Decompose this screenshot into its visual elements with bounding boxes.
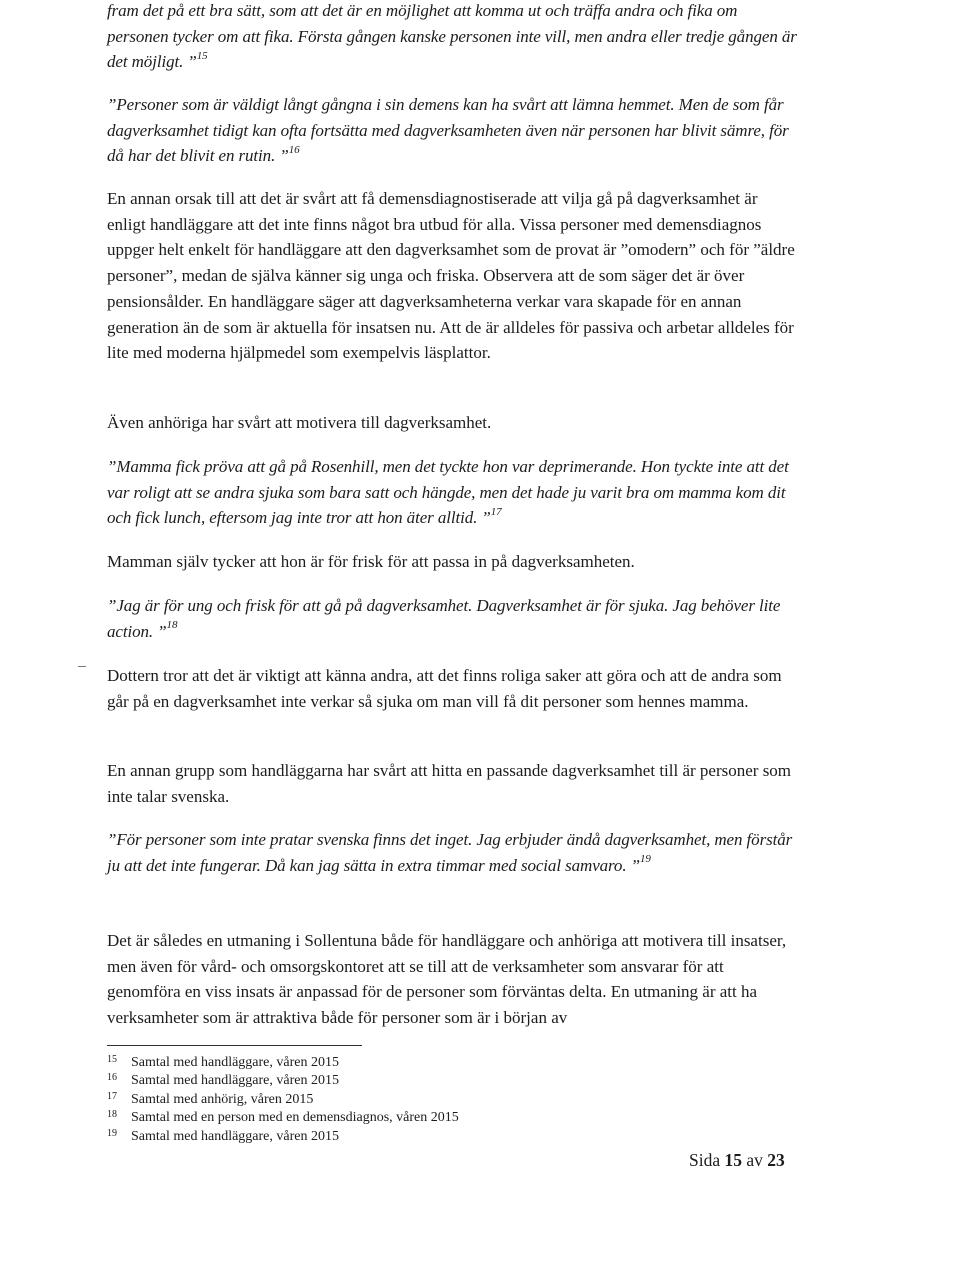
footnote-divider [107,1045,362,1046]
quote-paragraph-3 [107,454,797,531]
quote-paragraph-4 [107,593,797,644]
quote-text: ”Jag är för ung och frisk för att gå på dagverksamhet. Dagverksamhet är för sjuka. Jag behöver lite action. ” [107,596,781,641]
footnote-number: 16 [107,1072,117,1084]
footnote-number: 17 [107,1090,117,1102]
footnote-text: Samtal med anhörig, våren 2015 [131,1091,314,1107]
body-paragraph-4 [107,663,797,714]
body-text: Dottern tror att det är viktigt att känna andra, att det finns roliga saker att göra och att de andra som går på en dagverksamhet inte verkar så sjuka om man vill få dit personer som hennes mamma. [107,666,782,711]
footnote-number: 18 [107,1109,117,1121]
footnote-ref[interactable]: 19 [639,853,651,866]
footnote-ref[interactable]: 16 [288,143,300,156]
body-text: Även anhöriga har svårt att motivera till dagverksamhet. [107,413,492,432]
body-paragraph-6 [107,928,797,1031]
quote-text: fram det på ett bra sätt, som att det är en möjlighet att komma ut och träffa andra och fika om personen tycker om att fika. Första gången kanske personen inte vill, men andra eller tredje gången är det möjligt. ” [107,1,797,72]
body-text: En annan grupp som handläggarna har svårt att hitta en passande dagverksamhet till är personer som inte talar svenska. [107,761,792,806]
footnote-ref[interactable]: 18 [166,619,178,632]
body-paragraph-5 [107,758,797,809]
page-number-total: 23 [767,1150,785,1170]
body-text: Mamman själv tycker att hon är för frisk för att passa in på dagverksamheten. [107,552,635,571]
body-text: Det är således en utmaning i Sollentuna både för handläggare och anhöriga att motivera till insatser, men även för vård- och omsorgskontoret att se till att de verksamheter som ansvarar för att genomföra en viss insats är anpassad för de personer som förväntas delta. En utmaning är att ha verksamheter som är attraktiva både för personer som är i början av [107,931,787,1028]
footnote-text: Samtal med en person med en demensdiagnos, våren 2015 [131,1110,459,1126]
footnote-text: Samtal med handläggare, våren 2015 [131,1055,339,1070]
quote-paragraph-5 [107,827,797,878]
page-number-prefix: Sida [689,1150,721,1170]
footnote-number: 19 [107,1127,117,1139]
page-number [689,1150,785,1171]
footnote-item [107,1109,607,1127]
footnote-ref[interactable]: 17 [490,505,502,518]
footnote-item [107,1072,607,1090]
footnote-text: Samtal med handläggare, våren 2015 [131,1073,339,1089]
footnote-text: Samtal med handläggare, våren 2015 [131,1128,339,1144]
body-paragraph-2 [107,410,797,436]
margin-mark [78,666,86,667]
page-number-separator: av [746,1150,763,1170]
quote-text: ”För personer som inte pratar svenska finns det inget. Jag erbjuder ändå dagverksamhet, men förstår ju att det inte fungerar. Då kan jag sätta in extra timmar med social samvaro. ” [107,830,793,875]
body-text: En annan orsak till att det är svårt att få demensdiagnostiserade att vilja gå på dagverksamhet är enligt handläggare att det inte finns något bra utbud för alla. Vissa personer med demensdiagnos uppger helt enkelt för handläggare att den dagverksamhet som de provat är ”omodern” och för ”äldre personer”, medan de själva känner sig unga och friska. Observera att de som säger det är över pensionsålder. En handläggare säger att dagverksamheterna verkar vara skapade för en annan generation än de som är aktuella för insatsen nu. Att de är alldeles för passiva och arbetar alldeles för lite med moderna hjälpmedel som exempelvis läsplattor. [107,189,795,363]
quote-paragraph-1 [107,0,797,75]
body-paragraph-1 [107,186,797,366]
footnote-item [107,1091,607,1109]
footnote-number: 15 [107,1054,117,1065]
quote-text: ”Personer som är väldigt långt gångna i sin demens kan ha svårt att lämna hemmet. Men de som får dagverksamhet tidigt kan ofta fortsätta med dagverksamheten även när personen har blivit sämre, för då har det blivit en rutin. ” [107,95,789,166]
footnotes [107,1054,607,1146]
quote-text: ”Mamma fick pröva att gå på Rosenhill, men det tyckte hon var deprimerande. Hon tyckte inte att det var roligt att se andra sjuka som bara satt och hängde, men det hade ju varit bra om mamma kom dit och fick lunch, eftersom jag inte tror att hon äter alltid. ” [107,457,789,528]
quote-paragraph-2 [107,92,797,169]
footnote-item [107,1054,607,1072]
page-number-current: 15 [724,1150,742,1170]
footnote-ref[interactable]: 15 [196,49,208,62]
body-paragraph-3 [107,549,797,575]
footnote-item [107,1128,607,1146]
